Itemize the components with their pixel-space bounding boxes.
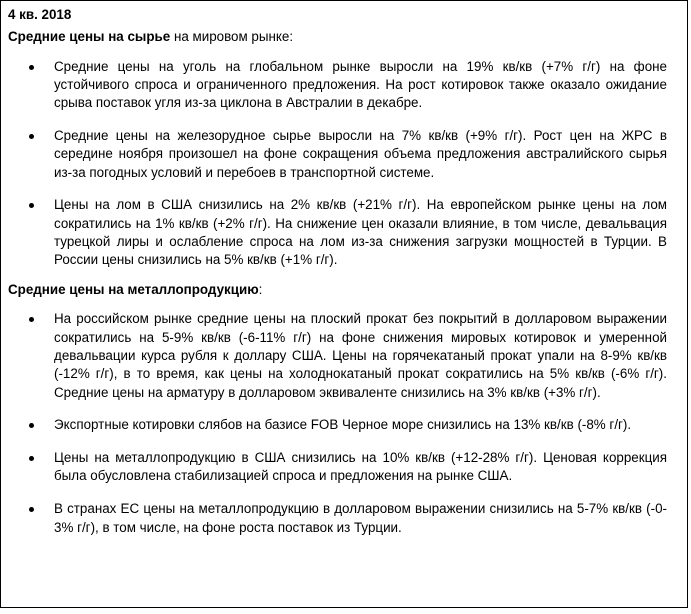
list-item-text: Экспортные котировки слябов на базисе FOB Черное море снизились на 13% кв/кв (-8% г/г). (54, 417, 632, 433)
bullet-icon (29, 203, 34, 208)
bullet-icon (29, 507, 34, 512)
raw-materials-list (8, 58, 667, 270)
list-item-text: В странах ЕС цены на металлопродукцию в долларовом выражении снизились на 5-7% кв/кв (-0-3% г/г), в том числе, на фоне роста поставок из Турции. (54, 501, 667, 535)
metal-products-list (8, 310, 667, 536)
list-item (8, 449, 667, 486)
list-item (8, 500, 667, 537)
list-item-text: На российском рынке средние цены на плоский прокат без покрытий в долларовом выражении сократились на 5-9% кв/кв (-6-11% г/г) на фоне снижения мировых котировок и умеренной девальвации курса рубля к доллару США. Цены на горячекатаный прокат упали на 8-9% кв/кв (-12% г/г), в то время, как цены на холоднокатаный прокат сократились на 5% кв/кв (-6% г/г). Средние цены на арматуру в долларовом эквиваленте снизились на 3% кв/кв (+3% г/г). (54, 311, 667, 400)
bullet-icon (29, 317, 34, 322)
list-item-text: Цены на лом в США снизились на 2% кв/кв (+21% г/г). На европейском рынке цены на лом сократились на 1% кв/кв (+2% г/г). На снижение цен оказали влияние, в том числе, девальвация турецкой лиры и ослабление спроса на лом из-за снижения загрузки мощностей в Турции. В России цены снизились на 5% кв/кв (+1% г/г). (54, 197, 667, 268)
list-item-text: Средние цены на уголь на глобальном рынке выросли на 19% кв/кв (+7% г/г) на фоне устойчивого спроса и ограниченного предложения. На рост котировок также оказало ожидание срыва поставок угля из-за циклона в Австралии в декабре. (54, 58, 667, 111)
list-item-text: Цены на металлопродукцию в США снизились на 10% кв/кв (+12-28% г/г). Ценовая коррекция была обусловлена стабилизацией спроса и предложения на рынке США. (54, 450, 667, 484)
section-title-metal-products (8, 281, 667, 299)
period-heading: 4 кв. 2018 (8, 7, 72, 22)
list-item (8, 196, 667, 269)
bullet-icon (29, 134, 34, 139)
list-item (8, 58, 667, 113)
section-title-raw-materials (8, 28, 667, 46)
bullet-icon (29, 65, 34, 70)
section-title-metal-products-bold: Средние цены на металлопродукцию (8, 282, 259, 298)
list-item-text: Средние цены на железорудное сырье выросли на 7% кв/кв (+9% г/г). Рост цен на ЖРС в середине ноября произошел на фоне сокращения объема предложения австралийского сырья из-за погодных условий и перебоев в транспортной системе. (54, 127, 667, 180)
list-item (8, 416, 667, 434)
section-title-raw-materials-bold: Средние цены на сырье (8, 29, 171, 45)
section-title-raw-materials-rest: на мировом рынке: (170, 29, 294, 45)
bullet-icon (29, 456, 34, 461)
list-item (8, 310, 667, 401)
list-item (8, 127, 667, 182)
bullet-icon (29, 423, 34, 428)
section-title-metal-products-rest: : (258, 282, 263, 298)
